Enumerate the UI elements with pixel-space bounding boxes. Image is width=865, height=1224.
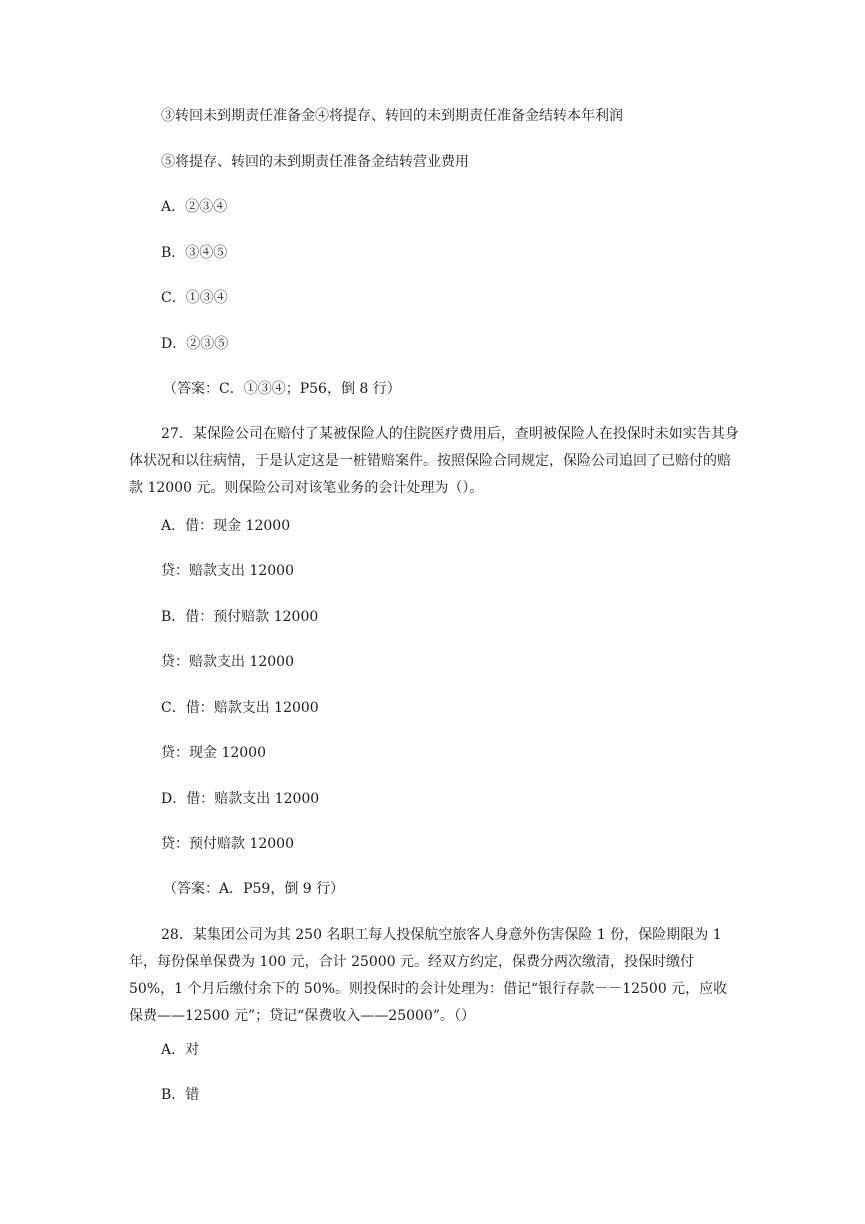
- q28-stem: 28．某集团公司为其 250 名职工每人投保航空旅客人身意外伤害保险 1 份，保险期限为 1 年，每份保单保费为 100 元，合计 25000 元。经双方约定，保费分两次缴清，投保时缴付 50%，1 个月后缴付余下的 50%。则投保时的会计处理为：借记“银行存款－－12500 元，应收保费——12500 元”；贷记“保费收入——25000”。（）: [129, 927, 728, 1024]
- q27-stem: 27．某保险公司在赔付了某被保险人的住院医疗费用后，查明被保险人在投保时未如实告其身体状况和以往病情，于是认定这是一桩错赔案件。按照保险合同规定，保险公司追回了已赔付的赔款 12000 元。则保险公司对该笔业务的会计处理为（）。: [129, 426, 739, 496]
- q27-choice-c-debit: C．借：赔款支出 12000: [161, 700, 319, 716]
- q26-choice-a: A．②③④: [161, 199, 228, 215]
- q26-answer: （答案：C．①③④；P56，倒 8 行）: [163, 381, 401, 397]
- q27-choice-d-credit: 贷：预付赔款 12000: [161, 836, 294, 852]
- q26-choice-d: D．②③⑤: [161, 336, 229, 352]
- q28-choice-b: B．错: [161, 1087, 200, 1103]
- q27-choice-d-debit: D．借：赔款支出 12000: [161, 791, 320, 807]
- q27-choice-b-debit: B．借：预付赔款 12000: [161, 609, 319, 625]
- q27-answer: （答案：A．P59，倒 9 行）: [163, 881, 345, 897]
- q26-choice-c: C．①③④: [161, 290, 228, 306]
- q27-choice-c-credit: 贷：现金 12000: [161, 745, 266, 761]
- q28-choice-a: A．对: [161, 1042, 200, 1058]
- q27-choice-a-debit: A．借：现金 12000: [161, 518, 291, 534]
- option-line-5: ⑤将提存、转回的未到期责任准备金结转营业费用: [161, 154, 469, 170]
- option-line-3-4: ③转回未到期责任准备金④将提存、转回的未到期责任准备金结转本年利润: [161, 108, 623, 124]
- q27-choice-b-credit: 贷：赔款支出 12000: [161, 654, 294, 670]
- q26-choice-b: B．③④⑤: [161, 245, 228, 261]
- q27-choice-a-credit: 贷：赔款支出 12000: [161, 563, 294, 579]
